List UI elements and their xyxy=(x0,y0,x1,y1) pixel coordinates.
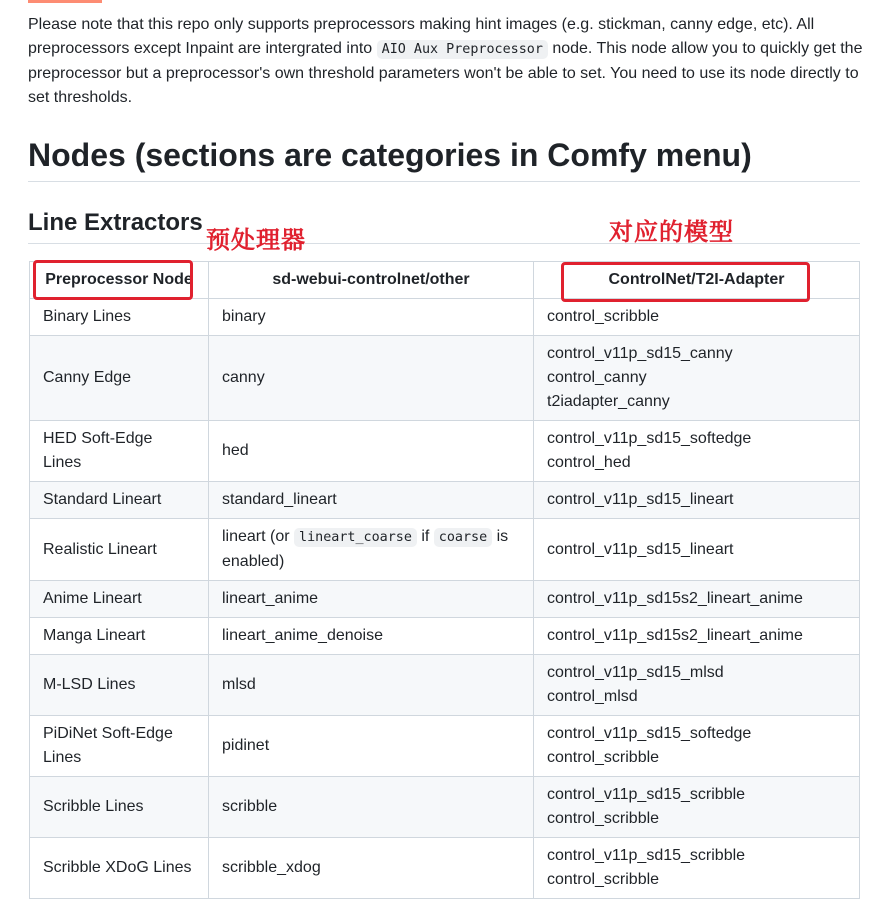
cell-models xyxy=(534,618,860,655)
table-row xyxy=(30,716,860,777)
cell-node: Anime Lineart xyxy=(30,581,209,618)
cell-preproc: canny xyxy=(209,336,534,421)
cell-models xyxy=(534,581,860,618)
intro-paragraph xyxy=(28,13,864,110)
cell-node: Realistic Lineart xyxy=(30,519,209,581)
table-row xyxy=(30,655,860,716)
model-name: control_v11p_sd15_canny xyxy=(547,345,733,362)
table-row xyxy=(30,482,860,519)
cell-preproc: scribble_xdog xyxy=(209,838,534,899)
preproc-text: is enabled) xyxy=(222,528,509,570)
cell-models xyxy=(534,716,860,777)
cell-preproc: pidinet xyxy=(209,716,534,777)
table-row xyxy=(30,777,860,838)
line-extractors-table xyxy=(29,261,860,899)
model-name: control_scribble xyxy=(547,810,660,827)
intro-text-2: node. This node allow you to quickly get the preprocessor but a preprocessor's own threshold parameters won't be able to set. You need to use its node directly to set thresholds. xyxy=(28,40,863,106)
intro-text-1: Please note that this repo only supports preprocessors making hint images (e.g. stickman, canny edge, etc). All preprocessors except Inpaint are intergrated into xyxy=(28,16,815,57)
cell-node: Binary Lines xyxy=(30,299,209,336)
model-name: control_v11p_sd15_softedge xyxy=(547,725,752,742)
cell-models xyxy=(534,299,860,336)
preproc-text: lineart (or xyxy=(222,528,295,545)
cell-node: Standard Lineart xyxy=(30,482,209,519)
highlight-box-controlnet-header xyxy=(561,262,810,302)
annotation-preprocessor: 预处理器 xyxy=(206,226,306,254)
highlight-box-preprocessor-header xyxy=(33,260,193,300)
cell-node: Scribble XDoG Lines xyxy=(30,838,209,899)
model-name: t2iadapter_canny xyxy=(547,393,670,410)
lineart-coarse-code: lineart_coarse xyxy=(294,528,417,547)
table-row xyxy=(30,421,860,482)
model-name: control_v11p_sd15_scribble xyxy=(547,847,746,864)
cell-node: Canny Edge xyxy=(30,336,209,421)
table-row xyxy=(30,299,860,336)
nodes-heading: Nodes (sections are categories in Comfy menu) xyxy=(28,133,860,182)
cell-models xyxy=(534,482,860,519)
model-name: control_mlsd xyxy=(547,688,638,705)
cell-models xyxy=(534,838,860,899)
cell-preproc: standard_lineart xyxy=(209,482,534,519)
model-name: control_v11p_sd15_lineart xyxy=(547,491,734,508)
cell-node: Manga Lineart xyxy=(30,618,209,655)
cell-preproc: lineart_anime xyxy=(209,581,534,618)
cell-preproc: lineart_anime_denoise xyxy=(209,618,534,655)
preproc-text: if xyxy=(416,528,434,545)
cell-models xyxy=(534,777,860,838)
table-row xyxy=(30,618,860,655)
model-name: control_scribble xyxy=(547,308,660,325)
cell-node: M-LSD Lines xyxy=(30,655,209,716)
model-name: control_v11p_sd15s2_lineart_anime xyxy=(547,590,803,607)
cell-models xyxy=(534,519,860,581)
line-extractors-heading: Line Extractors xyxy=(28,206,860,244)
cell-preproc: binary xyxy=(209,299,534,336)
model-name: control_v11p_sd15_mlsd xyxy=(547,664,724,681)
header-controlnet: ControlNet/T2I-Adapter xyxy=(534,262,860,299)
model-name: control_v11p_sd15s2_lineart_anime xyxy=(547,627,803,644)
model-name: control_hed xyxy=(547,454,631,471)
table-row xyxy=(30,519,860,581)
cell-node: PiDiNet Soft-Edge Lines xyxy=(30,716,209,777)
cell-models xyxy=(534,336,860,421)
table-row xyxy=(30,581,860,618)
table-row xyxy=(30,336,860,421)
cell-node: HED Soft-Edge Lines xyxy=(30,421,209,482)
model-name: control_canny xyxy=(547,369,647,386)
cell-models xyxy=(534,421,860,482)
model-name: control_v11p_sd15_softedge xyxy=(547,430,752,447)
table-row xyxy=(30,838,860,899)
model-name: control_v11p_sd15_lineart xyxy=(547,540,734,558)
cell-node: Scribble Lines xyxy=(30,777,209,838)
cell-preproc xyxy=(209,519,534,581)
cell-models xyxy=(534,655,860,716)
header-preprocessor-node: Preprocessor Node xyxy=(30,262,209,299)
cell-preproc: scribble xyxy=(209,777,534,838)
tab-underline-accent xyxy=(28,0,102,3)
coarse-code: coarse xyxy=(434,528,492,547)
cell-preproc: mlsd xyxy=(209,655,534,716)
annotation-model: 对应的模型 xyxy=(609,218,734,246)
aio-aux-code: AIO Aux Preprocessor xyxy=(377,40,548,59)
cell-preproc: hed xyxy=(209,421,534,482)
model-name: control_scribble xyxy=(547,749,660,766)
header-sd-webui: sd-webui-controlnet/other xyxy=(209,262,534,299)
model-name: control_scribble xyxy=(547,871,660,888)
model-name: control_v11p_sd15_scribble xyxy=(547,786,746,803)
